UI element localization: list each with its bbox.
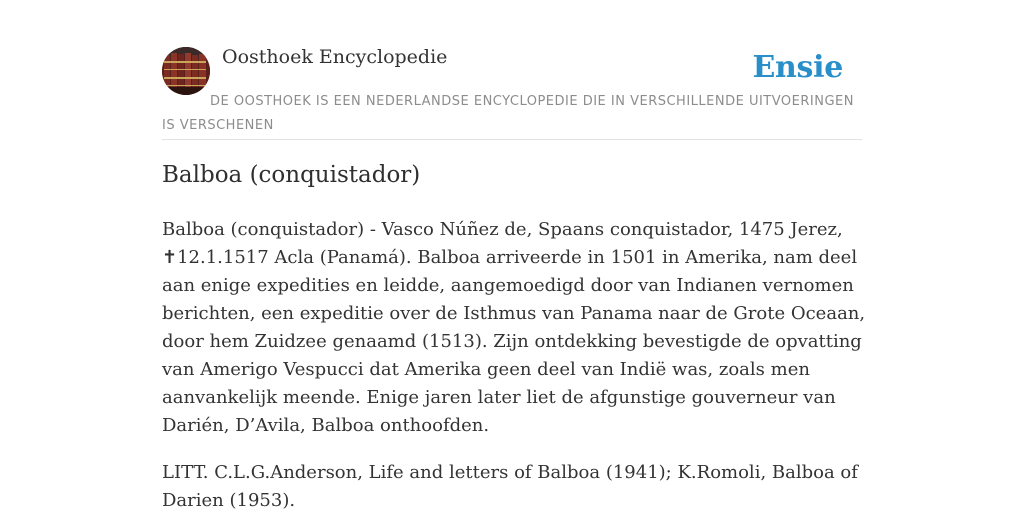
encyclopedia-books-icon[interactable] [162,47,210,95]
site-name[interactable]: Oosthoek Encyclopedie [222,46,448,68]
article-title: Balboa (conquistador) [162,162,421,188]
header [162,44,862,140]
article-references: LITT. C.L.G.Anderson, Life and letters of Balboa (1941); K.Romoli, Balboa of Darien (1953). [162,462,858,511]
ensie-logo[interactable]: Ensie [752,50,843,85]
site-tagline: DE OOSTHOEK IS EEN NEDERLANDSE ENCYCLOPEDIE DIE IN VERSCHILLENDE UITVOERINGEN IS VERSCHENEN [162,94,854,133]
article-body: Balboa (conquistador) - Vasco Núñez de, Spaans conquistador, 1475 Jerez, ✝12.1.1517 Acla (Panamá). Balboa arriveerde in 1501 in Amerika, nam deel aan enige expedities en leidde, aangemoedigd door van Indianen vernomen berichten, een expeditie over de Isthmus van Panama naar de Grote Oceaan, door hem Zuidzee genaamd (1513). Zijn ontdekking bevestigde de opvatting van Amerigo Vespucci dat Amerika geen deel van Indië was, zoals men aanvankelijk meende. Enige jaren later liet de afgunstige gouverneur van Darién, D’Avila, Balboa onthoofden. [162,219,866,436]
